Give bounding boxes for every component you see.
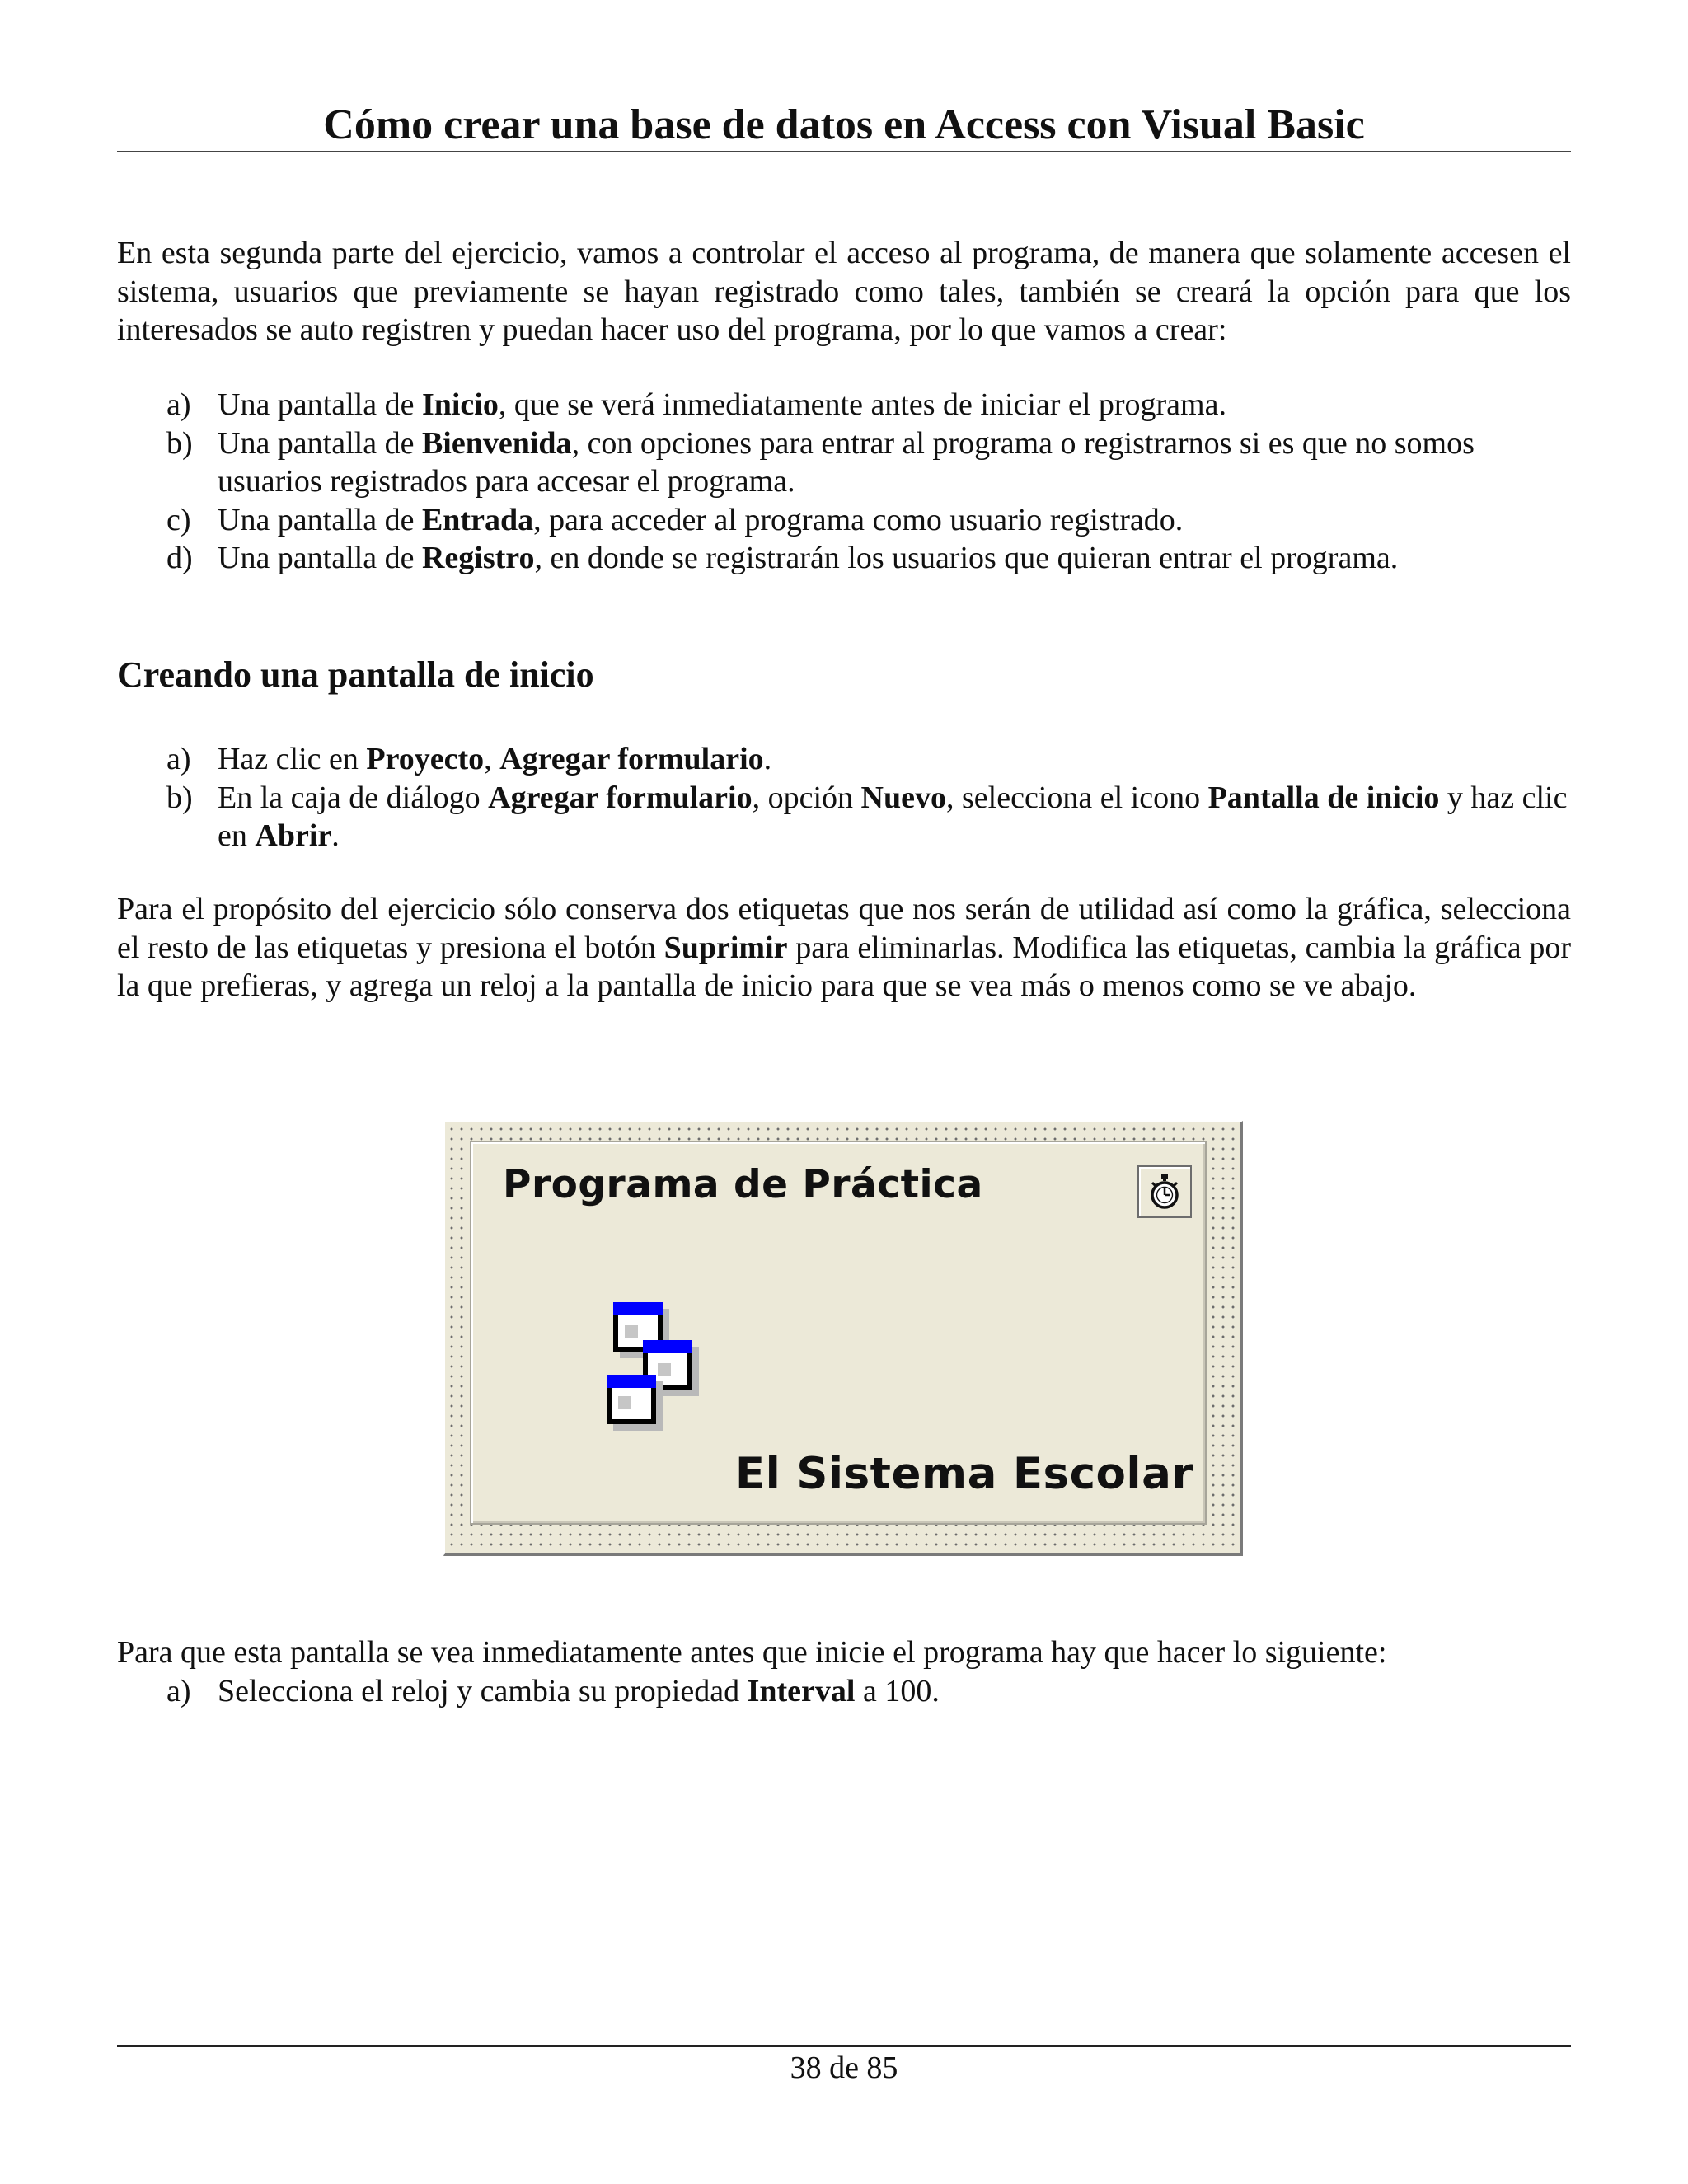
list-text: , que se verá inmediatamente antes de iniciar el programa. — [498, 387, 1226, 422]
splash-form-screenshot — [443, 1121, 1243, 1556]
list-bold: Interval — [747, 1674, 856, 1708]
list-text: Selecciona el reloj y cambia su propiedad — [218, 1674, 748, 1708]
list-text: , para acceder al programa como usuario registrado. — [533, 502, 1184, 537]
instructions-paragraph — [117, 890, 1571, 1005]
list-text: , — [484, 742, 500, 776]
screens-list — [117, 386, 1571, 578]
program-title-label[interactable]: Programa de Práctica — [503, 1162, 983, 1207]
list-text: Haz clic en — [218, 742, 367, 776]
list-marker: c) — [166, 502, 191, 537]
list-item — [117, 386, 1571, 424]
list-text: En la caja de diálogo — [218, 780, 489, 815]
list-item — [117, 501, 1571, 540]
stopwatch-icon — [1146, 1172, 1184, 1212]
list-text: , en donde se registrarán los usuarios que quieran entrar el programa. — [534, 541, 1399, 575]
form-frame — [470, 1141, 1207, 1525]
footer-rule — [117, 2045, 1571, 2047]
list-item — [117, 740, 1571, 779]
list-text: Una pantalla de — [218, 425, 422, 461]
list-marker: b) — [166, 780, 193, 815]
list-text: Una pantalla de — [218, 541, 422, 575]
list-marker: a) — [166, 1674, 191, 1708]
system-name-label[interactable]: El Sistema Escolar — [734, 1449, 1193, 1499]
steps-list — [117, 740, 1571, 855]
list-marker: a) — [166, 387, 191, 422]
list-bold: Entrada — [421, 502, 534, 537]
list-text: a 100. — [855, 1674, 940, 1708]
intro-paragraph: En esta segunda parte del ejercicio, vamos a controlar el acceso al programa, de manera que solamente accesen el sistema, usuarios que previamente se hayan registrado como tales, también se creará la opción para que los interesados se auto registren y puedan hacer uso del programa, por lo que vamos a crear: — [117, 236, 1571, 347]
list-text: , opción — [752, 780, 861, 815]
header-rule — [117, 151, 1571, 152]
list-marker: b) — [166, 425, 193, 461]
paragraph-text: para eliminarlas. Modifica las etiquetas, cambia la gráfica por la que prefieras, y agrega un reloj a la pantalla de inicio para que se vea más o menos como se ve abajo. — [117, 930, 1571, 1003]
paragraph-text: Para el propósito del ejercicio sólo conserva dos etiquetas que nos serán de utilidad así como la gráfica, selecciona el resto de las etiquetas y presiona el botón — [117, 892, 1571, 965]
closing-steps-list — [117, 1672, 1571, 1711]
list-text: Una pantalla de — [218, 387, 422, 422]
section-heading: Creando una pantalla de inicio — [117, 654, 594, 695]
list-bold: Nuevo — [860, 780, 946, 815]
list-text: Una pantalla de — [218, 502, 422, 537]
list-bold: Inicio — [421, 387, 499, 422]
list-item — [117, 424, 1571, 501]
list-marker: d) — [166, 541, 193, 575]
closing-paragraph: Para que esta pantalla se vea inmediatamente antes que inicie el programa hay que hacer lo siguiente: — [117, 1635, 1387, 1670]
list-bold: Proyecto — [366, 742, 485, 776]
list-item — [117, 539, 1571, 578]
list-text: y haz clic en — [218, 780, 1568, 853]
page-number: 38 de 85 — [790, 2050, 898, 2085]
list-bold: Agregar formulario — [499, 742, 764, 776]
list-bold: Pantalla de inicio — [1207, 780, 1440, 815]
list-text: , selecciona el icono — [946, 780, 1208, 815]
paragraph-bold: Suprimir — [663, 930, 788, 965]
list-bold: Bienvenida — [421, 425, 572, 461]
list-text: , con opciones para entrar al programa o registrarnos si es que no somos usuarios registrados para accesar el programa. — [218, 425, 1475, 499]
timer-control[interactable] — [1137, 1165, 1192, 1218]
document-title: Cómo crear una base de datos en Access con Visual Basic — [323, 101, 1365, 148]
list-item — [117, 779, 1571, 855]
list-bold: Abrir — [255, 818, 332, 853]
list-bold: Registro — [421, 541, 535, 575]
stacked-windows-icon[interactable] — [607, 1301, 706, 1449]
list-text: . — [331, 818, 340, 853]
list-item — [117, 1672, 1571, 1711]
list-bold: Agregar formulario — [488, 780, 753, 815]
list-marker: a) — [166, 742, 191, 776]
list-text: . — [763, 742, 772, 776]
